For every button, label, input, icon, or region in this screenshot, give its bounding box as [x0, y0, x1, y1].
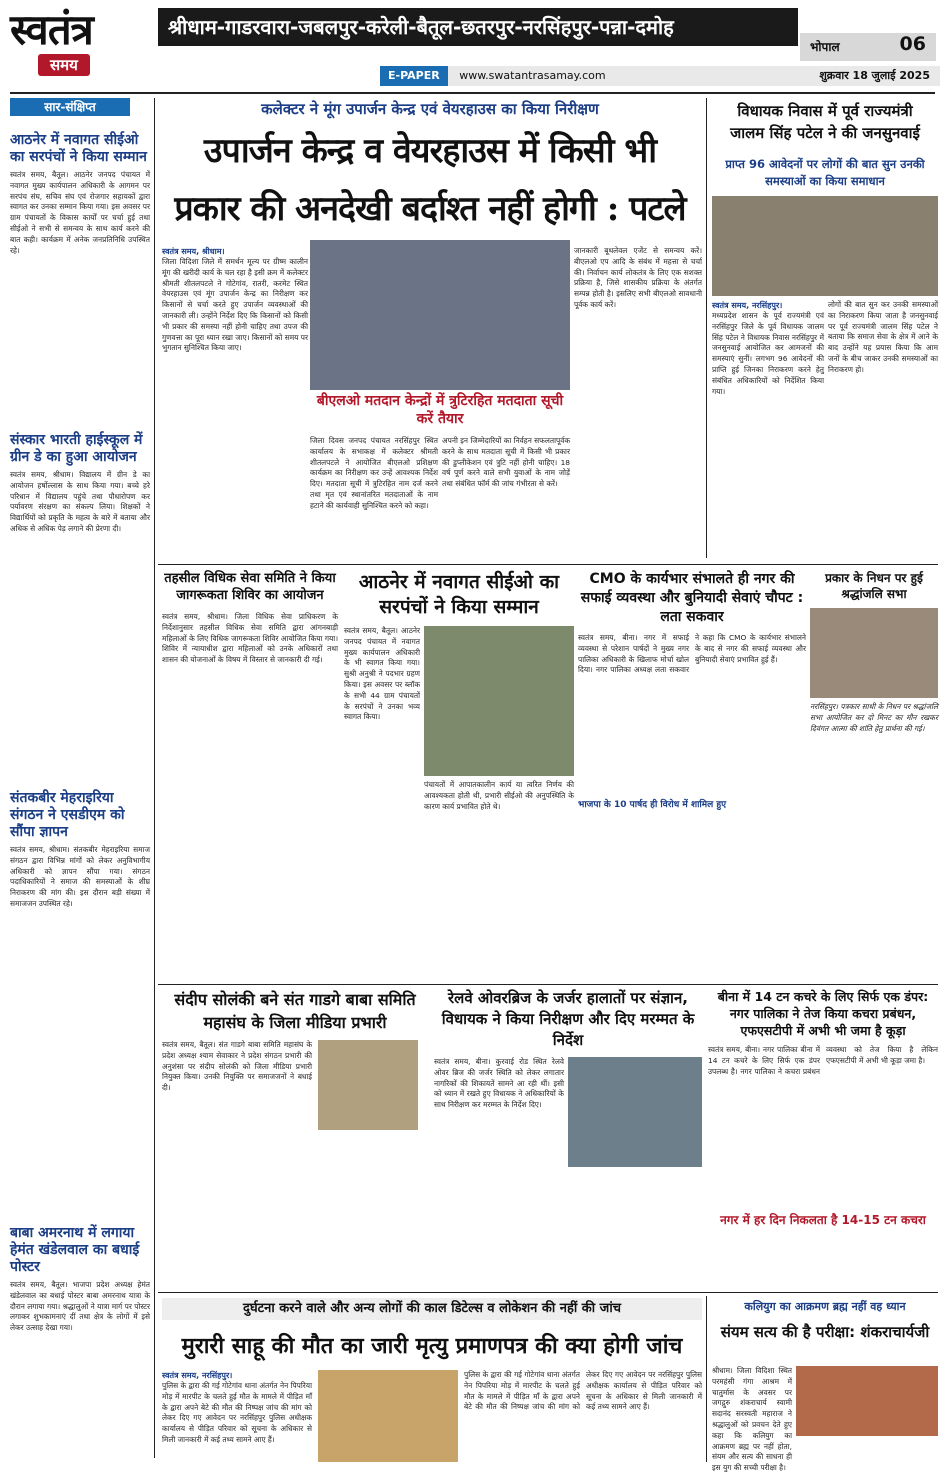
- solanki-body: स्वतंत्र समय, बैतूल। संत गाडगे बाबा समिति महासंघ के प्रदेश अध्यक्ष श्याम सेवाकार ने प्रदेश संगठन प्रभारी की अनुशंसा पर संदीप सोलंकी को जिला मीडिया प्रभारी नियुक्त किया। उनकी नियुक्ति पर समाजजनों ने बधाई दी।: [162, 1040, 312, 1093]
- website-link[interactable]: www.swatantrasamay.com: [459, 69, 606, 82]
- tribute-story: [810, 570, 938, 980]
- cmo-body: स्वतंत्र समय, बीना। नगर में सफाई व्यवस्था से परेशान पार्षदों ने मुख्य नगर पालिका अधिकारी के खिलाफ मोर्चा खोल दिया। नगर पालिका अध्यक्ष लता सकवार ने कहा कि CMO के कार्यभार संभालने के बाद से नगर की सफाई व्यवस्था और बुनियादी सेवाएं प्रभावित हुई हैं।: [578, 633, 806, 675]
- brief-body: स्वतंत्र समय, बैतूल। भाजपा प्रदेश अध्यक्ष हेमंत खंडेलवाल का बधाई पोस्टर बाबा अमरनाथ यात्रा के दौरान लगाया गया। श्रद्धालुओं ने यात्रा मार्ग पर पोस्टर लगाकर शुभकामनाएं दीं तथा क्षेत्र के लोगों में इसे लेकर उत्साह देखा गया।: [10, 1280, 150, 1333]
- row-divider: [158, 564, 938, 565]
- brief-column: [10, 120, 150, 1460]
- brief-headline: बाबा अमरनाथ में लगाया हेमंत खंडेलवाल का बधाई पोस्टर: [10, 1225, 140, 1275]
- legal-headline: तहसील विधिक सेवा समिति ने किया जागरूकता शिविर का आयोजन: [164, 571, 336, 603]
- bridge-photo: [568, 1057, 702, 1167]
- row-divider: [158, 1292, 938, 1293]
- brief-headline: संतकबीर मेहराइरिया संगठन ने एसडीएम को सौंपा ज्ञापन: [10, 790, 125, 840]
- brief-headline: संस्कार भारती हाईस्कूल में ग्रीन डे का हुआ आयोजन: [10, 432, 143, 465]
- bottom-right-headline: संयम सत्य की है परीक्षा: शंकराचार्यजी: [720, 1323, 930, 1341]
- bottom-col-1: [162, 1370, 312, 1462]
- right-headline-line1: विधायक निवास में पूर्व राज्यमंत्री: [737, 102, 913, 120]
- tribute-headline: प्रकार के निधन पर हुई श्रद्धांजलि सभा: [825, 571, 923, 601]
- lead-photo: [310, 240, 570, 390]
- lead-col-b1: जिला दिवस जनपद पंचायत नरसिंहपुर स्थित कार्यालय के सभाकक्ष में कलेक्टर श्रीमती शीतलपटले ने आयोजित बीएलओ प्रशिक्षण कार्यक्रम का निरीक्षण कर उन्हें आवश्यक निर्देश दिए। मतदाता सूची में त्रुटिरहित नाम दर्ज करने तथा मृत एवं स्थानांतरित मतदाताओं के नाम हटाने की कार्यवाही सुनिश्चित करने को कहा।: [310, 436, 438, 510]
- bridge-story: [434, 988, 702, 1288]
- bottom-body: पुलिस के द्वारा की गई गोटेगांव थाना अंतर्गत नेन पिपरिया मोड़ में मारपीट के चलते हुई मौत के मामले में पीड़ित माँ के द्वारा अपने बेटे की मौत की निष्पक्ष जांच की मांग को लेकर दिए गए आवेदन पर नरसिंहपुर पुलिस अधीक्षक कार्यालय से पीड़ित परिवार को सूचना के अधिकार से मिली जानकारी में कई तथ्य सामने आए हैं।: [162, 1381, 312, 1444]
- right-subheadline: प्राप्त 96 आवेदनों पर लोगों की बात सुन उनकी समस्याओं का किया समाधान: [725, 157, 925, 188]
- ceo-body: स्वतंत्र समय, बैतूल। आठनेर जनपद पंचायत में नवागत मुख्य कार्यपालन अधिकारी के भी स्वागत किया गया। सुश्री अनुश्री ने पदभार ग्रहण किया। इस अवसर पर ब्लॉक के सभी 44 ग्राम पंचायतों के सरपंचों ने उनका भव्य स्वागत किया।: [344, 626, 420, 722]
- garbage-headline: बीना में 14 टन कचरे के लिए सिर्फ एक डंपर: नगर पालिका ने तेज किया कचरा प्रबंधन, एफएसटीपी में अभी भी जमा है कूड़ा: [717, 989, 929, 1038]
- right-col-2: लोगों की बात सुन कर उनकी समस्याओं का निराकरण किया जाता है जनसुनवाई पर पूर्व राज्यमंत्री जालम सिंह पटेल ने बताया कि समाज सेवा के क्षेत्र में आने के बाद उन्होंने यह प्रयास किया कि आम जनों के बीच जाकर उनकी समस्याओं का निराकरण हो।: [828, 300, 938, 374]
- tribute-caption: नरसिंहपुर। पत्रकार साथी के निधन पर श्रद्धांजलि सभा आयोजित कर दो मिनट का मौन रखकर दिवंगत आत्मा की शांति हेतु प्रार्थना की गई।: [810, 702, 938, 733]
- bottom-right-text: श्रीधाम। जिला विदिशा स्थित परमहंसी गंगा आश्रम में चातुर्मास के अवसर पर जगद्गुरु शंकराचार्य स्वामी सदानंद सरस्वती महाराज ने श्रद्धालुओं को प्रवचन देते हुए कहा कि कलियुग का आक्रमण ब्रह्म पर नहीं होता, संयम और सत्य की साधना ही इस युग की सच्ची परीक्षा है।: [712, 1366, 792, 1473]
- edition-box: [800, 33, 936, 61]
- solanki-photo: [318, 1040, 418, 1130]
- legal-story: [162, 570, 338, 980]
- lead-kicker: कलेक्टर ने मूंग उपार्जन केन्द्र एवं वेयरहाउस का किया निरीक्षण: [261, 100, 599, 118]
- brief-body: स्वतंत्र समय, श्रीधाम। विद्यालय में ग्रीन डे का आयोजन हर्षोल्लास के साथ किया गया। बच्चे हरे परिधान में विद्यालय पहुंचे तथा पौधारोपण कर पर्यावरण संरक्षण का संकल्प लिया। शिक्षकों ने विद्यार्थियों को प्रकृति के महत्व के बारे में बताया और अधिक से अधिक पेड़ लगाने की प्रेरणा दी।: [10, 470, 150, 533]
- lead-headline-line2: प्रकार की अनदेखी बर्दाश्त नहीं होगी : पटले: [174, 189, 686, 229]
- issue-date: शुक्रवार 18 जुलाई 2025: [819, 69, 930, 82]
- legal-body: स्वतंत्र समय, श्रीधाम। जिला विधिक सेवा प्राधिकरण के निर्देशानुसार तहसील विधिक सेवा समिति द्वारा आंगनबाड़ी महिलाओं के लिए विधिक जागरूकता शिविर आयोजित किया गया। शिविर में न्यायाधीश द्वारा महिलाओं को उनके अधिकारों तथा शासन की योजनाओं के विषय में विस्तार से जानकारी दी गई।: [162, 612, 338, 665]
- ceo-photo: [424, 626, 574, 776]
- bridge-headline: रेलवे ओवरब्रिज के जर्जर हालातों पर संज्ञान, विधायक ने किया निरीक्षण और दिए मरम्मत के निर्देश: [441, 989, 695, 1049]
- lead-col-3: जानकारी बूथलेवल एजेंट से समन्वय करें। बीएलओ एप आदि के संबंध में महत्ता से चर्चा की। निर्वाचन कार्य लोकतंत्र के लिए एक सशक्त प्रक्रिया है, जिसे शासकीय प्रक्रिया के अंतर्गत सम्पन्न होती है। इसलिए सभी बीएलओ सावधानी पूर्वक कार्य करें।: [574, 246, 702, 309]
- epaper-bar: [380, 66, 940, 86]
- right-col-1: [712, 300, 824, 556]
- cmo-headline: CMO के कार्यभार संभालते ही नगर की सफाई व्यवस्था और बुनियादी सेवाएं चौपट : लता सकवार: [580, 571, 804, 625]
- garbage-story: [708, 988, 938, 1288]
- lead-col-b2: अपनी इन जिम्मेदारियों का निर्वहन सफलतापूर्वक करने के साथ मतदाता सूची में किसी भी प्रकार की डुप्लीकेशन एवं त्रुटि नहीं होनी चाहिए। 18 वर्ष पूर्ण करने वाले सभी युवाओं के नाम जोड़ें तथा संबंधित फॉर्म की जांच गंभीरता से करें।: [442, 436, 570, 489]
- lead-photo-caption: बीएलओ मतदान केन्द्रों में त्रुटिरहित मतदाता सूची करें तैयार: [316, 393, 564, 427]
- garbage-subhead: नगर में हर दिन निकलता है 14-15 टन कचरा: [720, 1213, 926, 1227]
- column-divider: [706, 98, 707, 558]
- column-divider: [154, 98, 155, 1458]
- bottom-dateline: स्वतंत्र समय, नरसिंहपुर।: [162, 1371, 233, 1380]
- bottom-right-body: [712, 1366, 938, 1473]
- right-dateline: स्वतंत्र समय, नरसिंहपुर।: [712, 301, 783, 310]
- garbage-body: स्वतंत्र समय, बीना। नगर पालिका बीना में 14 टन कचरे के लिए सिर्फ एक डंपर उपलब्ध है। नगर पालिका ने कचरा प्रबंधन व्यवस्था को तेज किया है लेकिन एफएसटीपी में अभी भी कूड़ा जमा है।: [708, 1045, 938, 1076]
- right-body: मध्यप्रदेश शासन के पूर्व राज्यमंत्री एवं नरसिंहपुर जिले के पूर्व विधायक जालम सिंह पटेल ने विधायक निवास नरसिंहपुर में जनसुनवाई आयोजित कर आमजनों की समस्याएं सुनीं। लगभग 96 आवेदनों की प्राप्ति हुई जिनका निराकरण करने हेतु संबंधित अधिकारियों को निर्देशित किया गया।: [712, 311, 824, 396]
- cmo-subhead: भाजपा के 10 पार्षद ही विरोध में शामिल हुए: [578, 800, 727, 810]
- solanki-headline: संदीप सोलंकी बने संत गाडगे बाबा समिति महासंघ के जिला मीडिया प्रभारी: [174, 990, 416, 1032]
- bottom-right-kicker: कलियुग का आक्रमण ब्रह्म नहीं वह ध्यान: [744, 1300, 906, 1313]
- bottom-headline: मुरारी साहू की मौत का जारी मृत्यु प्रमाणपत्र की क्या होगी जांच: [181, 1333, 683, 1359]
- epaper-label: E-PAPER: [380, 66, 448, 86]
- brief-body: स्वतंत्र समय, श्रीधाम। संतकबीर मेहराइरिया समाज संगठन द्वारा विभिन्न मांगों को लेकर अनुविभागीय अधिकारी को ज्ञापन सौंपा गया। संगठन पदाधिकारियों ने समाज की समस्याओं के शीघ्र निराकरण की मांग की। इस दौरान बड़ी संख्या में समाजजन उपस्थित रहे।: [10, 845, 150, 908]
- row-divider: [158, 984, 938, 985]
- masthead-divider: [10, 92, 935, 94]
- right-headline-line2: जालम सिंह पटेल ने की जनसुनवाई: [730, 124, 920, 142]
- logo-title: स्वतंत्र: [10, 5, 93, 54]
- bottom-col-2: पुलिस के द्वारा की गई गोटेगांव थाना अंतर्गत नेन पिपरिया मोड़ में मारपीट के चलते हुई मौत के मामले में पीड़ित माँ के द्वारा अपने बेटे की मौत की निष्पक्ष जांच की मांग को लेकर दिए गए आवेदन पर नरसिंहपुर पुलिस अधीक्षक कार्यालय से पीड़ित परिवार को सूचना के अधिकार से मिली जानकारी में कई तथ्य सामने आए हैं।: [464, 1370, 702, 1412]
- brief-body: स्वतंत्र समय, बैतूल। आठनेर जनपद पंचायत में नवागत मुख्य कार्यपालन अधिकारी के आगमन पर सरपंच संघ, सचिव संघ एवं रोजगार सहायकों द्वारा स्वागत कर उनका सम्मान किया गया। इस अवसर पर ग्राम पंचायतों के विकास कार्यों पर चर्चा हुई तथा सीईओ ने सभी से समन्वय के साथ कार्य करने की बात कही। कार्यक्रम में अनेक जनप्रतिनिधि उपस्थित रहे।: [10, 170, 150, 255]
- bottom-illustration: [318, 1370, 458, 1462]
- solanki-story: [162, 988, 428, 1288]
- bridge-body: स्वतंत्र समय, बीना। कुरवाई रोड स्थित रेलवे ओवर ब्रिज की जर्जर स्थिति को लेकर लगातार नागरिकों की शिकायतें सामने आ रही थीं। इसी को ध्यान में रखते हुए विधायक ने अधिकारियों के साथ निरीक्षण कर मरम्मत के निर्देश दिए।: [434, 1057, 564, 1110]
- lead-body: जिला विदिशा जिले में समर्थन मूल्य पर ग्रीष्म कालीन मूंग की खरीदी कार्य के चल रहा है इसी क्रम में कलेक्टर श्रीमती शीतलपटले ने गोटेगांव, रातरी, करमेट स्थित वेयरहाउस एवं मूंग उपार्जन केन्द्र का निरीक्षण कर किसानों से चर्चा करते हुए उपार्जन व्यवस्थाओं की जानकारी ली। उन्होंने निर्देश दिए कि किसानों को किसी भी प्रकार की समस्या नहीं होनी चाहिए तथा उपज की गुणवत्ता का पूरा ध्यान रखा जाए। किसानों को समय पर भुगतान सुनिश्चित किया जाए।: [162, 257, 308, 353]
- tribute-photo: [810, 608, 938, 698]
- cities-banner: श्रीधाम-गाडरवारा-जबलपुर-करेली-बैतूल-छतरपुर-नरसिंहपुर-पन्ना-दमोह: [158, 8, 798, 46]
- cmo-story: [578, 570, 806, 980]
- lead-column: [162, 246, 308, 556]
- bottom-kicker: दुर्घटना करने वाले और अन्य लोगों की काल डिटेल्स व लोकेशन की नहीं की जांच: [162, 1298, 702, 1320]
- page-number: 06: [899, 33, 926, 55]
- column-divider: [706, 1296, 707, 1462]
- edition-city: भोपाल: [810, 40, 840, 54]
- brief-section-header: सार-संक्षिप्त: [10, 98, 130, 116]
- masthead-logo: [10, 6, 148, 92]
- logo-subtitle: समय: [38, 54, 90, 76]
- right-headline: [712, 100, 938, 148]
- shankaracharya-photo: [796, 1366, 938, 1436]
- brief-headline: आठनेर में नवागत सीईओ का सरपंचों ने किया सम्मान: [10, 132, 147, 165]
- lead-headline-line1: उपार्जन केन्द्र व वेयरहाउस में किसी भी: [203, 131, 657, 171]
- ceo-headline: आठनेर में नवागत सीईओ का सरपंचों ने किया सम्मान: [358, 571, 560, 618]
- ceo-story: [344, 570, 574, 980]
- hearing-photo: [712, 196, 938, 296]
- lead-dateline: स्वतंत्र समय, श्रीधाम।: [162, 247, 225, 256]
- ceo-body2: पंचायतों में आपातकालीन कार्य या त्वरित निर्णय की आवश्यकता होती थी, प्रभारी सीईओ की अनुपस्थिति के कारण कार्य प्रभावित होते थे।: [424, 780, 574, 811]
